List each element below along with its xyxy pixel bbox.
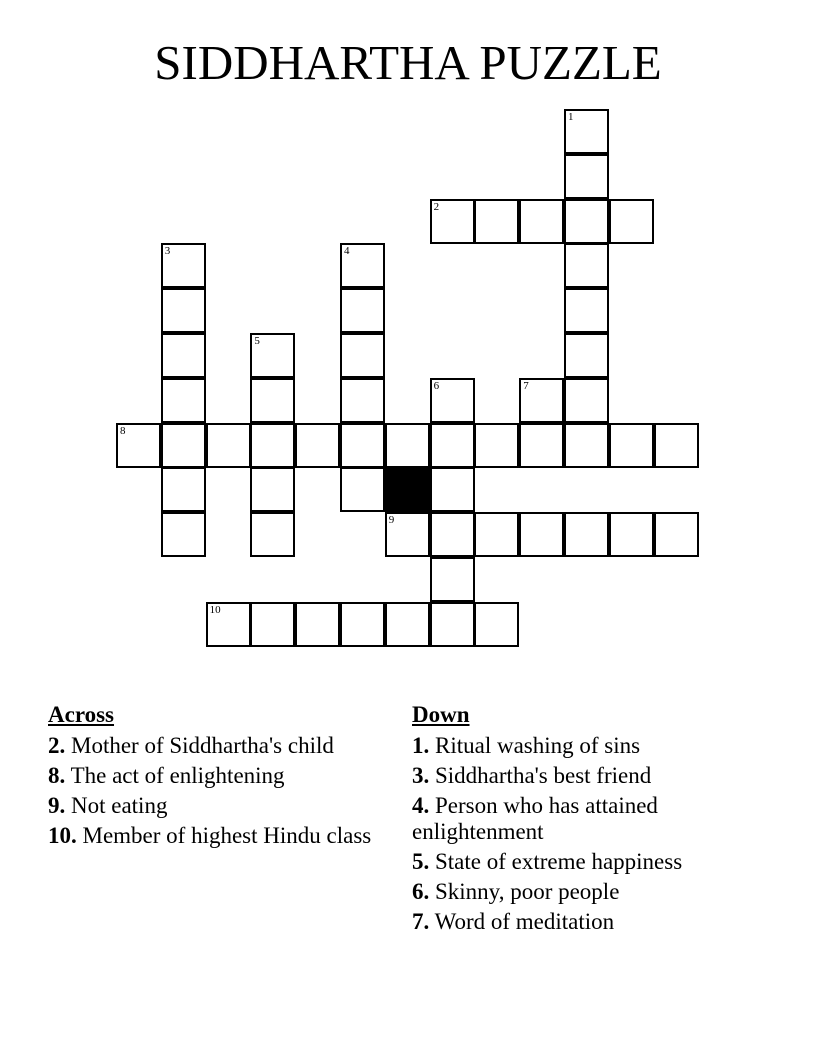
grid-cell[interactable]	[474, 512, 519, 557]
clue-text: Not eating	[71, 793, 168, 818]
grid-cell[interactable]	[430, 557, 475, 602]
down-clue	[412, 733, 772, 759]
grid-cell[interactable]	[430, 512, 475, 557]
across-clue	[48, 823, 383, 849]
down-clue	[412, 793, 772, 845]
clue-number: 10.	[48, 823, 77, 848]
grid-cell[interactable]	[430, 602, 475, 647]
grid-cell[interactable]	[430, 378, 475, 423]
clue-text: The act of enlightening	[70, 763, 285, 788]
grid-cell[interactable]	[340, 467, 385, 512]
cell-number: 2	[433, 200, 440, 213]
cell-number: 5	[254, 335, 260, 347]
clue-text: State of extreme happiness	[435, 849, 683, 874]
clue-number: 6.	[412, 879, 430, 904]
down-clue	[412, 849, 772, 875]
grid-cell[interactable]	[519, 378, 564, 423]
cell-number: 8	[120, 424, 126, 437]
grid-cell[interactable]	[340, 333, 385, 378]
clue-number: 9.	[48, 793, 66, 818]
clue-number: 7.	[412, 909, 430, 934]
grid-cell[interactable]	[564, 333, 609, 378]
grid-cell[interactable]	[519, 423, 564, 468]
cell-number: 3	[164, 245, 171, 258]
across-heading: Across	[48, 702, 115, 727]
grid-cell[interactable]	[474, 199, 519, 244]
grid-cell[interactable]	[250, 512, 295, 557]
cell-number: 1	[568, 111, 574, 123]
clue-number: 3.	[412, 763, 430, 788]
cell-number: 7	[523, 379, 529, 392]
grid-cell[interactable]	[654, 423, 699, 468]
black-cell	[385, 467, 430, 512]
grid-cell[interactable]	[609, 423, 654, 468]
grid-cell[interactable]	[385, 512, 430, 557]
grid-cell[interactable]	[430, 423, 475, 468]
grid-cell[interactable]	[250, 467, 295, 512]
grid-cell[interactable]	[564, 288, 609, 333]
grid-cell[interactable]	[564, 378, 609, 423]
grid-cell[interactable]	[564, 243, 609, 288]
grid-cell[interactable]	[206, 602, 251, 647]
clue-text: Mother of Siddhartha's child	[71, 733, 334, 758]
down-heading: Down	[412, 702, 470, 727]
clue-text: Skinny, poor people	[435, 879, 620, 904]
grid-cell[interactable]	[250, 378, 295, 423]
grid-cell[interactable]	[250, 423, 295, 468]
grid-cell[interactable]	[474, 602, 519, 647]
grid-cell[interactable]	[564, 109, 609, 154]
clue-number: 1.	[412, 733, 430, 758]
grid-cell[interactable]	[654, 512, 699, 557]
grid-cell[interactable]	[340, 602, 385, 647]
cell-number: 4	[344, 245, 350, 258]
grid-cell[interactable]	[519, 199, 564, 244]
across-clue	[48, 793, 383, 819]
down-clues	[412, 702, 772, 939]
cell-number: 10	[209, 603, 221, 616]
grid-cell[interactable]	[609, 199, 654, 244]
grid-cell[interactable]	[250, 602, 295, 647]
grid-cell[interactable]	[161, 333, 206, 378]
clue-text: Siddhartha's best friend	[435, 763, 652, 788]
clue-text: Person who has attained enlightenment	[412, 793, 658, 844]
down-clue	[412, 763, 772, 789]
grid-cell[interactable]	[564, 154, 609, 199]
grid-cell[interactable]	[474, 423, 519, 468]
grid-cell[interactable]	[161, 378, 206, 423]
grid-cell[interactable]	[385, 602, 430, 647]
clue-number: 4.	[412, 793, 430, 818]
across-clues	[48, 702, 383, 853]
grid-cell[interactable]	[161, 512, 206, 557]
puzzle-title: SIDDHARTHA PUZZLE	[154, 35, 662, 90]
across-clue	[48, 733, 383, 759]
grid-cell[interactable]	[340, 378, 385, 423]
clue-text: Word of meditation	[434, 909, 615, 934]
grid-cell[interactable]	[161, 467, 206, 512]
grid-cell[interactable]	[609, 512, 654, 557]
crossword-grid	[117, 110, 700, 650]
across-clue	[48, 763, 383, 789]
grid-cell[interactable]	[206, 423, 251, 468]
cell-number: 6	[433, 379, 440, 392]
grid-cell[interactable]	[385, 423, 430, 468]
clue-text: Ritual washing of sins	[435, 733, 641, 758]
grid-cell[interactable]	[340, 423, 385, 468]
grid-cell[interactable]	[161, 423, 206, 468]
grid-cell[interactable]	[295, 602, 340, 647]
grid-cell[interactable]	[340, 288, 385, 333]
grid-cell[interactable]	[161, 243, 206, 288]
grid-cell[interactable]	[295, 423, 340, 468]
grid-cell[interactable]	[430, 199, 475, 244]
grid-cell[interactable]	[430, 467, 475, 512]
clue-number: 5.	[412, 849, 430, 874]
cell-number: 9	[388, 514, 395, 527]
grid-cell[interactable]	[250, 333, 295, 378]
down-clue	[412, 879, 772, 905]
clue-number: 8.	[48, 763, 66, 788]
grid-cell[interactable]	[564, 423, 609, 468]
down-clue	[412, 909, 772, 935]
grid-cell[interactable]	[116, 423, 161, 468]
grid-cell[interactable]	[340, 243, 385, 288]
clue-number: 2.	[48, 733, 66, 758]
grid-cell[interactable]	[564, 199, 609, 244]
clue-text: Member of highest Hindu class	[82, 823, 372, 848]
grid-cell[interactable]	[161, 288, 206, 333]
grid-cell[interactable]	[519, 512, 564, 557]
grid-cell[interactable]	[564, 512, 609, 557]
